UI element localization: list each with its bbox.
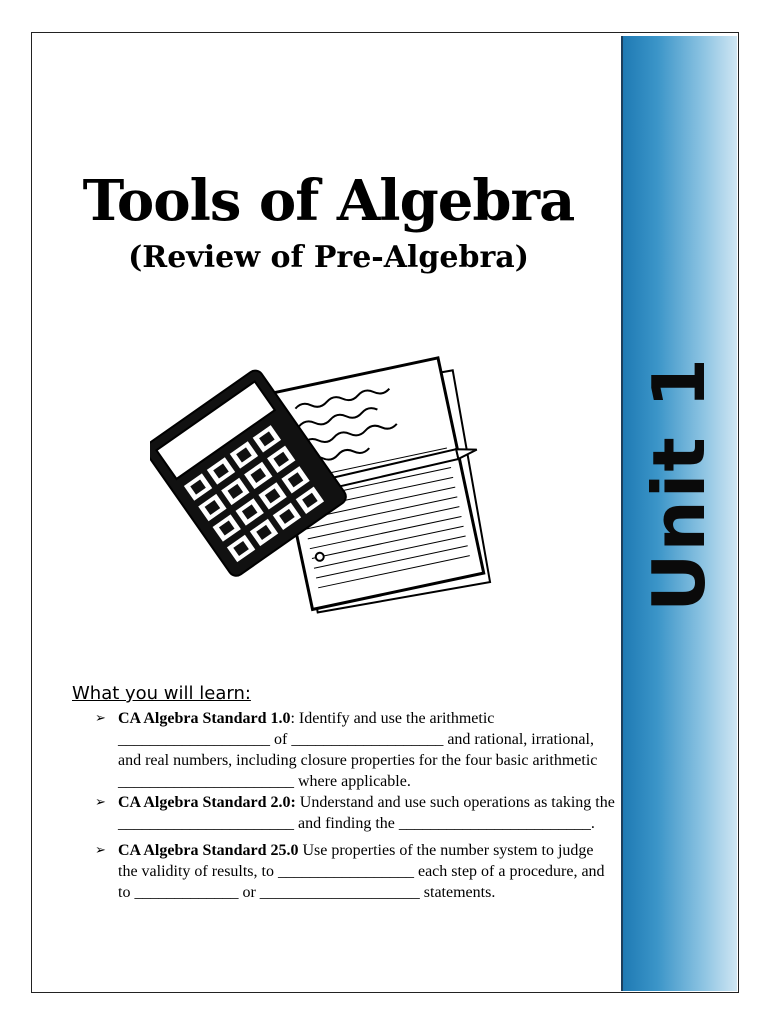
calculator-notepad-illustration (150, 355, 500, 615)
standard-name: CA Algebra Standard 25.0 (118, 842, 299, 859)
page-title: Tools of Algebra (82, 168, 575, 234)
standards-list (95, 708, 615, 903)
standard-name: CA Algebra Standard 2.0: (118, 794, 296, 811)
arrow-bullet-icon: ➢ (95, 795, 106, 810)
standard-text: Understand and use such operations as taking the ______________________ and finding the ________________________. (118, 794, 615, 832)
standard-item (95, 840, 615, 903)
unit-label: Unit 1 (637, 356, 721, 612)
standard-text: Use properties of the number system to judge the validity of results, to _________________ each step of a procedure, and to _____________ or ____________________ statements. (118, 842, 605, 901)
standard-text: : Identify and use the arithmetic ___________________ of ___________________ and rational, irrational, and real numbers, including closure properties for the four basic arithmetic ______________________ where applicable. (118, 710, 598, 790)
learn-heading: What you will learn: (72, 683, 251, 704)
standard-name: CA Algebra Standard 1.0 (118, 710, 291, 727)
standard-item (95, 792, 615, 834)
arrow-bullet-icon: ➢ (95, 711, 106, 726)
standard-item (95, 708, 615, 792)
arrow-bullet-icon: ➢ (95, 843, 106, 858)
page-subtitle: (Review of Pre-Algebra) (128, 240, 529, 275)
